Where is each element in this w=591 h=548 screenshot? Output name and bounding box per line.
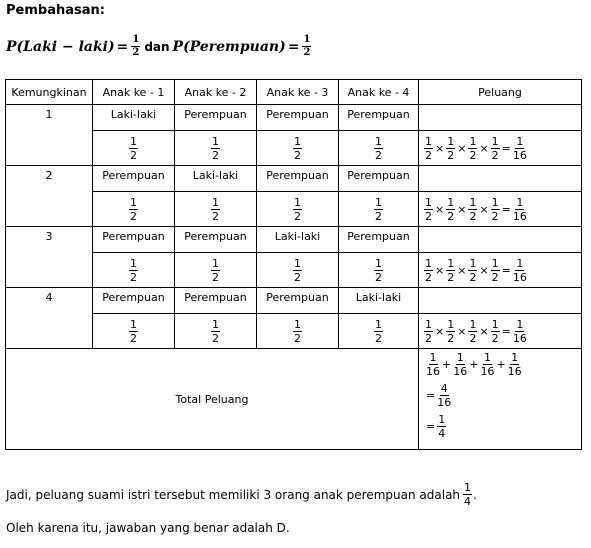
total-step-3: = $\frac{1}{4}$: [426, 413, 446, 440]
child-probability-cell: [93, 253, 175, 288]
plus-sign: +: [469, 358, 479, 371]
half-fraction: $\frac{1}{2}$: [447, 195, 455, 223]
table-row: [6, 192, 582, 227]
child-probability-cell: [175, 314, 257, 349]
half-fraction: $\frac{1}{2}$: [294, 317, 301, 345]
times-sign: ×: [479, 263, 489, 277]
peluang-product-cell: [419, 253, 582, 288]
total-step-2: = $\frac{4}{16}$: [426, 382, 452, 409]
half-fraction: $\frac{1}{2}$: [375, 195, 382, 223]
peluang-empty-cell: [419, 166, 582, 192]
equals-sign: =: [501, 202, 511, 216]
child-gender-cell: Perempuan: [339, 166, 419, 192]
peluang-product-cell: [419, 131, 582, 166]
half-fraction: $\frac{1}{2}$: [130, 256, 137, 284]
half-fraction: $\frac{1}{2}$: [469, 317, 477, 345]
half-fraction: $\frac{1}{2}$: [212, 195, 219, 223]
kemungkinan-cell: 3: [6, 227, 93, 288]
conclusion-text: [6, 482, 477, 507]
child-probability-cell: [175, 192, 257, 227]
peluang-empty-cell: [419, 288, 582, 314]
half-fraction: $\frac{1}{2}$: [375, 134, 382, 162]
header-anak-1: Anak ke - 1: [93, 80, 175, 105]
step3-fraction: $\frac{1}{4}$: [438, 413, 446, 440]
final-answer: Oleh karena itu, jawaban yang benar adalah D.: [6, 521, 290, 535]
peluang-empty-cell: [419, 227, 582, 253]
total-label: Total Peluang: [6, 349, 419, 450]
result-fraction: $\frac{1}{16}$: [512, 317, 527, 345]
child-probability-cell: [93, 131, 175, 166]
table-header-row: [6, 80, 582, 105]
child-probability-cell: [257, 314, 339, 349]
times-sign: ×: [479, 202, 489, 216]
child-probability-cell: [339, 253, 419, 288]
table-row: [6, 314, 582, 349]
table-row: [6, 253, 582, 288]
plus-sign: +: [496, 358, 506, 371]
child-probability-cell: [175, 131, 257, 166]
header-anak-4: Anak ke - 4: [339, 80, 419, 105]
formula-fraction-female: $\frac{1}{2}$: [303, 34, 311, 58]
times-sign: ×: [457, 324, 467, 338]
formula-arg-male: (Laki − laki): [16, 38, 115, 55]
child-gender-cell: Perempuan: [93, 227, 175, 253]
formula-conjunction: dan: [144, 39, 170, 54]
sum-fraction: $\frac{1}{16}$: [426, 351, 440, 378]
times-sign: ×: [479, 324, 489, 338]
half-fraction: $\frac{1}{2}$: [212, 256, 219, 284]
conclusion-period: .: [473, 487, 477, 502]
probability-table: [5, 79, 582, 450]
child-gender-cell: Laki-laki: [257, 227, 339, 253]
child-gender-cell: Laki-laki: [93, 105, 175, 131]
half-fraction: $\frac{1}{2}$: [447, 134, 455, 162]
half-fraction: $\frac{1}{2}$: [447, 256, 455, 284]
section-heading: Pembahasan:: [6, 3, 105, 18]
p-symbol: P: [6, 38, 17, 55]
half-fraction: $\frac{1}{2}$: [425, 256, 432, 284]
times-sign: ×: [457, 263, 467, 277]
times-sign: ×: [435, 263, 445, 277]
child-probability-cell: [257, 131, 339, 166]
total-value-cell: [419, 349, 582, 450]
kemungkinan-cell: 2: [6, 166, 93, 227]
child-probability-cell: [93, 192, 175, 227]
equals-sign: =: [501, 263, 511, 277]
half-fraction: $\frac{1}{2}$: [447, 317, 455, 345]
p-symbol-2: P: [172, 38, 184, 55]
header-anak-3: Anak ke - 3: [257, 80, 339, 105]
formula-equals-2: =: [287, 38, 300, 55]
child-gender-cell: Perempuan: [339, 227, 419, 253]
child-gender-cell: Perempuan: [257, 105, 339, 131]
half-fraction: $\frac{1}{2}$: [130, 317, 137, 345]
times-sign: ×: [479, 141, 489, 155]
formula-fraction-male: $\frac{1}{2}$: [132, 34, 140, 58]
child-probability-cell: [339, 192, 419, 227]
child-gender-cell: Perempuan: [339, 105, 419, 131]
times-sign: ×: [457, 141, 467, 155]
half-fraction: $\frac{1}{2}$: [469, 134, 477, 162]
times-sign: ×: [435, 202, 445, 216]
kemungkinan-cell: 4: [6, 288, 93, 349]
child-probability-cell: [175, 253, 257, 288]
child-gender-cell: Perempuan: [93, 288, 175, 314]
child-gender-cell: Perempuan: [175, 288, 257, 314]
sum-fraction: $\frac{1}{16}$: [453, 351, 468, 378]
step2-fraction: $\frac{4}{16}$: [437, 382, 452, 409]
result-fraction: $\frac{1}{16}$: [512, 256, 527, 284]
conclusion-sentence: Jadi, peluang suami istri tersebut memiliki 3 orang anak perempuan adalah: [6, 487, 461, 502]
half-fraction: $\frac{1}{2}$: [130, 195, 137, 223]
header-anak-2: Anak ke - 2: [175, 80, 257, 105]
half-fraction: $\frac{1}{2}$: [469, 195, 477, 223]
half-fraction: $\frac{1}{2}$: [294, 256, 301, 284]
half-fraction: $\frac{1}{2}$: [375, 256, 382, 284]
child-probability-cell: [339, 131, 419, 166]
sum-fraction: $\frac{1}{16}$: [480, 351, 495, 378]
kemungkinan-cell: 1: [6, 105, 93, 166]
child-gender-cell: Perempuan: [175, 105, 257, 131]
formula-equals: =: [116, 38, 129, 55]
table-row: [6, 105, 582, 131]
result-fraction: $\frac{1}{16}$: [512, 134, 527, 162]
child-probability-cell: [257, 253, 339, 288]
half-fraction: $\frac{1}{2}$: [491, 317, 499, 345]
times-sign: ×: [457, 202, 467, 216]
sum-fraction: $\frac{1}{16}$: [507, 351, 522, 378]
header-peluang: Peluang: [419, 80, 582, 105]
table-row: [6, 288, 582, 314]
child-gender-cell: Perempuan: [93, 166, 175, 192]
child-probability-cell: [93, 314, 175, 349]
half-fraction: $\frac{1}{2}$: [491, 195, 499, 223]
formula-arg-female: (Perempuan): [183, 38, 286, 55]
plus-sign: +: [442, 358, 452, 371]
child-gender-cell: Laki-laki: [339, 288, 419, 314]
half-fraction: $\frac{1}{2}$: [491, 256, 499, 284]
equals-sign: =: [501, 324, 511, 338]
child-gender-cell: Perempuan: [257, 288, 339, 314]
half-fraction: $\frac{1}{2}$: [469, 256, 477, 284]
half-fraction: $\frac{1}{2}$: [425, 317, 432, 345]
table-row: [6, 131, 582, 166]
times-sign: ×: [435, 141, 445, 155]
half-fraction: $\frac{1}{2}$: [212, 317, 219, 345]
total-row: [6, 349, 582, 450]
result-fraction: $\frac{1}{16}$: [512, 195, 527, 223]
half-fraction: $\frac{1}{2}$: [212, 134, 219, 162]
peluang-empty-cell: [419, 105, 582, 131]
half-fraction: $\frac{1}{2}$: [294, 134, 301, 162]
child-gender-cell: Perempuan: [175, 227, 257, 253]
probability-formula: [6, 35, 312, 58]
header-kemungkinan: Kemungkinan: [6, 80, 93, 105]
half-fraction: $\frac{1}{2}$: [491, 134, 499, 162]
equals-sign: =: [501, 141, 511, 155]
child-gender-cell: Laki-laki: [175, 166, 257, 192]
conclusion-fraction: $\frac{1}{4}$: [464, 481, 472, 508]
half-fraction: $\frac{1}{2}$: [375, 317, 382, 345]
child-gender-cell: Perempuan: [257, 166, 339, 192]
table-row: [6, 166, 582, 192]
half-fraction: $\frac{1}{2}$: [294, 195, 301, 223]
times-sign: ×: [435, 324, 445, 338]
child-probability-cell: [339, 314, 419, 349]
child-probability-cell: [257, 192, 339, 227]
half-fraction: $\frac{1}{2}$: [425, 195, 432, 223]
peluang-product-cell: [419, 192, 582, 227]
half-fraction: $\frac{1}{2}$: [425, 134, 432, 162]
peluang-product-cell: [419, 314, 582, 349]
table-row: [6, 227, 582, 253]
total-sum-line: [425, 349, 581, 380]
half-fraction: $\frac{1}{2}$: [130, 134, 137, 162]
